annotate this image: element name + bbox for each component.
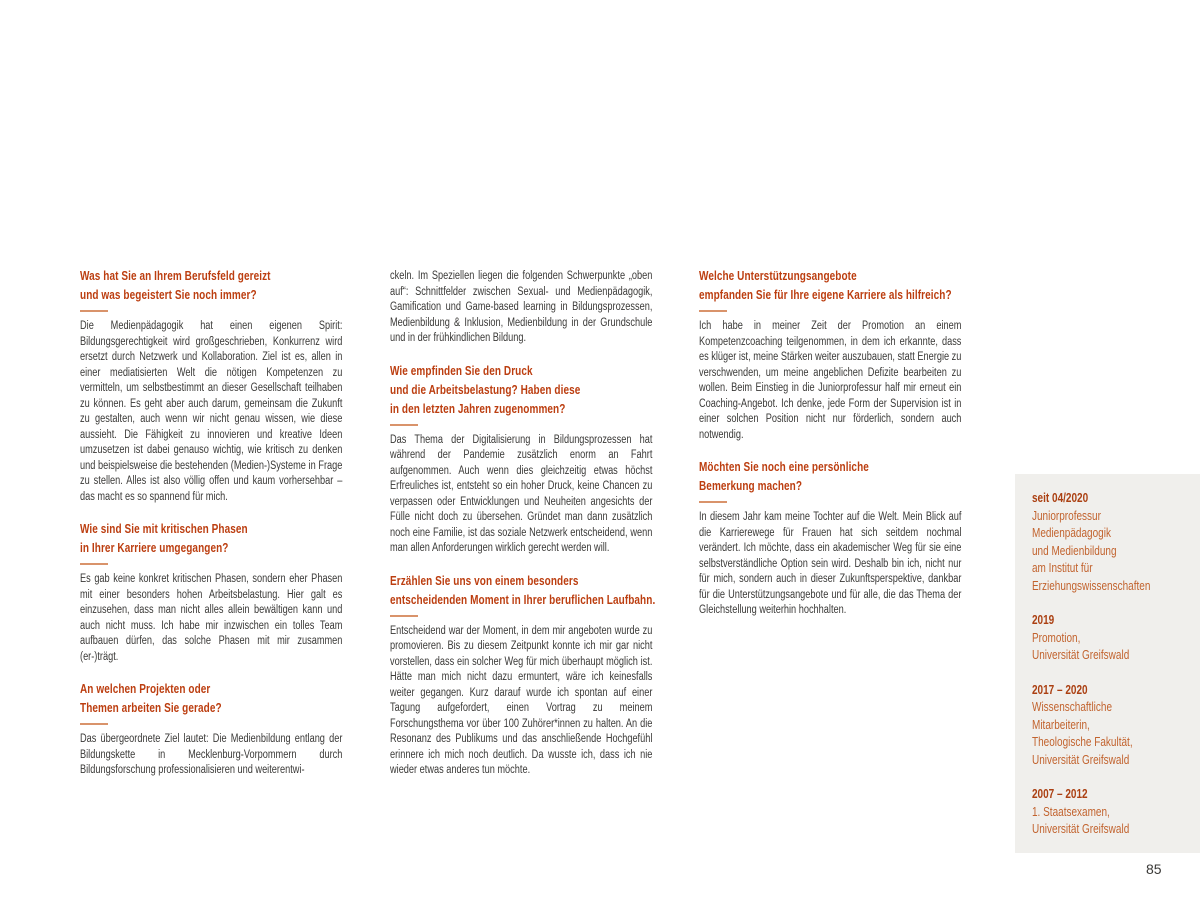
cv-entry-date: 2019 — [1032, 613, 1055, 627]
question-heading-line: Wie sind Sie mit kritischen Phasen — [80, 522, 248, 536]
cv-entry-date: seit 04/2020 — [1032, 491, 1089, 505]
cv-entry-line: Promotion, — [1032, 630, 1081, 645]
answer-paragraph: ckeln. Im Speziellen liegen die folgenden Schwerpunkte „oben auf“: Schnittfelder zwischen Sexual- und Medienpädagogik, Gamification und Game-based learning in Bildungsprozessen, Medienbildung & Inklusion, Medienbildung in der Grundschule und in der frühkindlichen Bildung. — [390, 270, 653, 344]
cv-entry-date: 2017 – 2020 — [1032, 682, 1088, 697]
page-number: 85 — [1146, 861, 1162, 877]
heading-rule — [390, 424, 418, 426]
question-heading-line: Bemerkung machen? — [699, 479, 803, 493]
cv-entry — [1032, 612, 1200, 665]
column-3 — [699, 267, 961, 619]
answer-paragraph: Das Thema der Digitalisierung in Bildungsprozessen hat während der Pandemie zusätzlich enorm an Fahrt aufgenommen. Auch wenn dies gleichzeitig etwas höchst Erfreuliches ist, entsteht so ein hoher Druck, keine Chancen zu verpassen oder Entwicklungen und Neuheiten angesichts der Fülle nicht doch zu übersehen. Gründet man dann zusätzlich noch eine Familie, ist das soziale Netzwerk entscheidend, wenn man allen Anforderungen wirklich gerecht werden will. — [390, 433, 653, 554]
question-heading-line: in Ihrer Karriere umgegangen? — [80, 541, 229, 555]
cv-entry-line: Theologische Fakultät, — [1032, 735, 1133, 749]
question-heading-line: Wie empfinden Sie den Druck — [390, 363, 533, 378]
heading-rule — [80, 310, 108, 312]
cv-entry-line: Wissenschaftliche — [1032, 700, 1113, 714]
cv-entry-line: am Institut für — [1032, 561, 1093, 575]
question-heading — [390, 362, 652, 419]
answer-paragraph: Ich habe in meiner Zeit der Promotion an einem Kompetenzcoaching teilgenommen, in dem ich erkannte, dass es klüger ist, meine Stärken weiter auszubauen, statt Energie zu verschwenden, um meine angeblichen Defizite bearbeiten zu wollen. Beim Einstieg in die Juniorprofessur half mir erneut ein Coaching-Angebot. Ich denke, jede Form der Supervision ist in einer solchen Position nicht nur förderlich, sondern auch notwendig. — [699, 320, 962, 441]
answer-paragraph: In diesem Jahr kam meine Tochter auf die Welt. Mein Blick auf die Karrierewege für Frauen hat sich seitdem nochmal verändert. Ich möchte, dass ein akademischer Weg für sie eine selbstverständliche Option sein wird. Deshalb bin ich, nicht nur für mich, sondern auch in dieser Zukunftsperspektive, dankbar für die Unterstützungsangebote und für alle, die das Thema der Gleichstellung weiterhin hochhalten. — [699, 511, 962, 616]
cv-entry-line: und Medienbildung — [1032, 543, 1117, 558]
heading-rule — [80, 723, 108, 725]
cv-entry-date: 2007 – 2012 — [1032, 787, 1088, 801]
cv-entry-line: Mitarbeiterin, — [1032, 717, 1090, 732]
question-heading-line: entscheidenden Moment in Ihrer beruflichen Laufbahn. — [390, 592, 656, 607]
question-heading — [390, 572, 656, 610]
answer-paragraph: Es gab keine konkret kritischen Phasen, sondern eher Phasen mit einer besonders hohen Arbeitsbelastung. Hier galt es einzusehen, dass man nicht alles allein bewältigen kann und auch nicht muss. Ich habe mir inzwischen ein tolles Team aufbauen dürfen, das solche Phasen mit mir zusammen (er-)trägt. — [80, 573, 343, 663]
question-heading — [80, 267, 342, 305]
cv-sidebar — [1015, 474, 1200, 853]
heading-rule — [390, 615, 418, 617]
question-heading-line: und was begeistert Sie noch immer? — [80, 288, 257, 302]
question-heading-line: in den letzten Jahren zugenommen? — [390, 401, 566, 416]
heading-rule — [80, 563, 108, 565]
cv-entry — [1032, 490, 1200, 595]
cv-entry — [1032, 786, 1200, 839]
answer-paragraph: Das übergeordnete Ziel lautet: Die Medienbildung entlang der Bildungskette in Mecklenburg-Vorpommern durch Bildungsforschung professionalisieren und weiterentwi- — [80, 733, 343, 776]
question-heading — [80, 520, 342, 558]
cv-entry-line: Juniorprofessur — [1032, 508, 1101, 523]
column-2 — [390, 267, 656, 779]
heading-rule — [699, 310, 727, 312]
heading-rule — [699, 501, 727, 503]
cv-entry-line: Universität Greifswald — [1032, 822, 1130, 836]
question-heading — [699, 267, 961, 305]
answer-paragraph: Die Medienpädagogik hat einen eigenen Spirit: Bildungsgerechtigkeit wird großgeschrieben, Konkurrenz wird ersetzt durch Netzwerk und Kollaboration. Ziel ist es, allen in einer mediatisierten Welt die nötigen Kompetenzen zu vermitteln, um selbstbestimmt an dieser Gesellschaft teilhaben zu können. Es geht aber auch darum, gemeinsam die Zukunft zu gestalten, auch wenn wir nicht genau wissen, wie diese aussieht. Die Fähigkeit zu innovieren und kreative Ideen umzusetzen ist dabei genauso wichtig, wie kritisch zu denken und beispielsweise die bestehenden (Medien-)Systeme in Frage zu stellen. Alles ist also völlig offen und kaum vorhersehbar – das macht es so spannend für mich. — [80, 320, 343, 503]
cv-entry-line: Erziehungswissenschaften — [1032, 578, 1151, 593]
cv-timeline — [1032, 490, 1200, 839]
question-heading-line: und die Arbeitsbelastung? Haben diese — [390, 382, 581, 397]
cv-entry-line: 1. Staatsexamen, — [1032, 804, 1110, 819]
question-heading-line: Was hat Sie an Ihrem Berufsfeld gereizt — [80, 269, 271, 283]
question-heading — [699, 458, 961, 496]
question-heading — [80, 680, 342, 718]
answer-paragraph: Entscheidend war der Moment, in dem mir angeboten wurde zu promovieren. Bis zu diesem Zeitpunkt konnte ich mir gar nicht vorstellen, dass ein solcher Weg für mich überhaupt möglich ist. Hätte man mich nicht dazu ermuntert, wäre ich keinesfalls weiter gegangen. Kurz darauf wurde ich spontan auf einer Tagung aufgefordert, einen Vortrag zu meinem Forschungsthema vor über 100 Zuhörer*innen zu halten. An die Resonanz des Publikums und das anschließende Hochgefühl erinnere ich mich noch deutlich. Da wusste ich, dass ich nie wieder etwas anderes tun möchte. — [390, 624, 653, 776]
cv-entry-line: Universität Greifswald — [1032, 752, 1130, 767]
cv-entry — [1032, 682, 1200, 770]
question-heading-line: Themen arbeiten Sie gerade? — [80, 701, 222, 715]
question-heading-line: An welchen Projekten oder — [80, 682, 211, 696]
question-heading-line: empfanden Sie für Ihre eigene Karriere als hilfreich? — [699, 288, 952, 302]
question-heading-line: Erzählen Sie uns von einem besonders — [390, 573, 579, 588]
column-1 — [80, 267, 342, 779]
question-heading-line: Möchten Sie noch eine persönliche — [699, 460, 869, 474]
question-heading-line: Welche Unterstützungsangebote — [699, 269, 857, 283]
cv-entry-line: Universität Greifswald — [1032, 648, 1130, 662]
cv-entry-line: Medienpädagogik — [1032, 526, 1111, 540]
